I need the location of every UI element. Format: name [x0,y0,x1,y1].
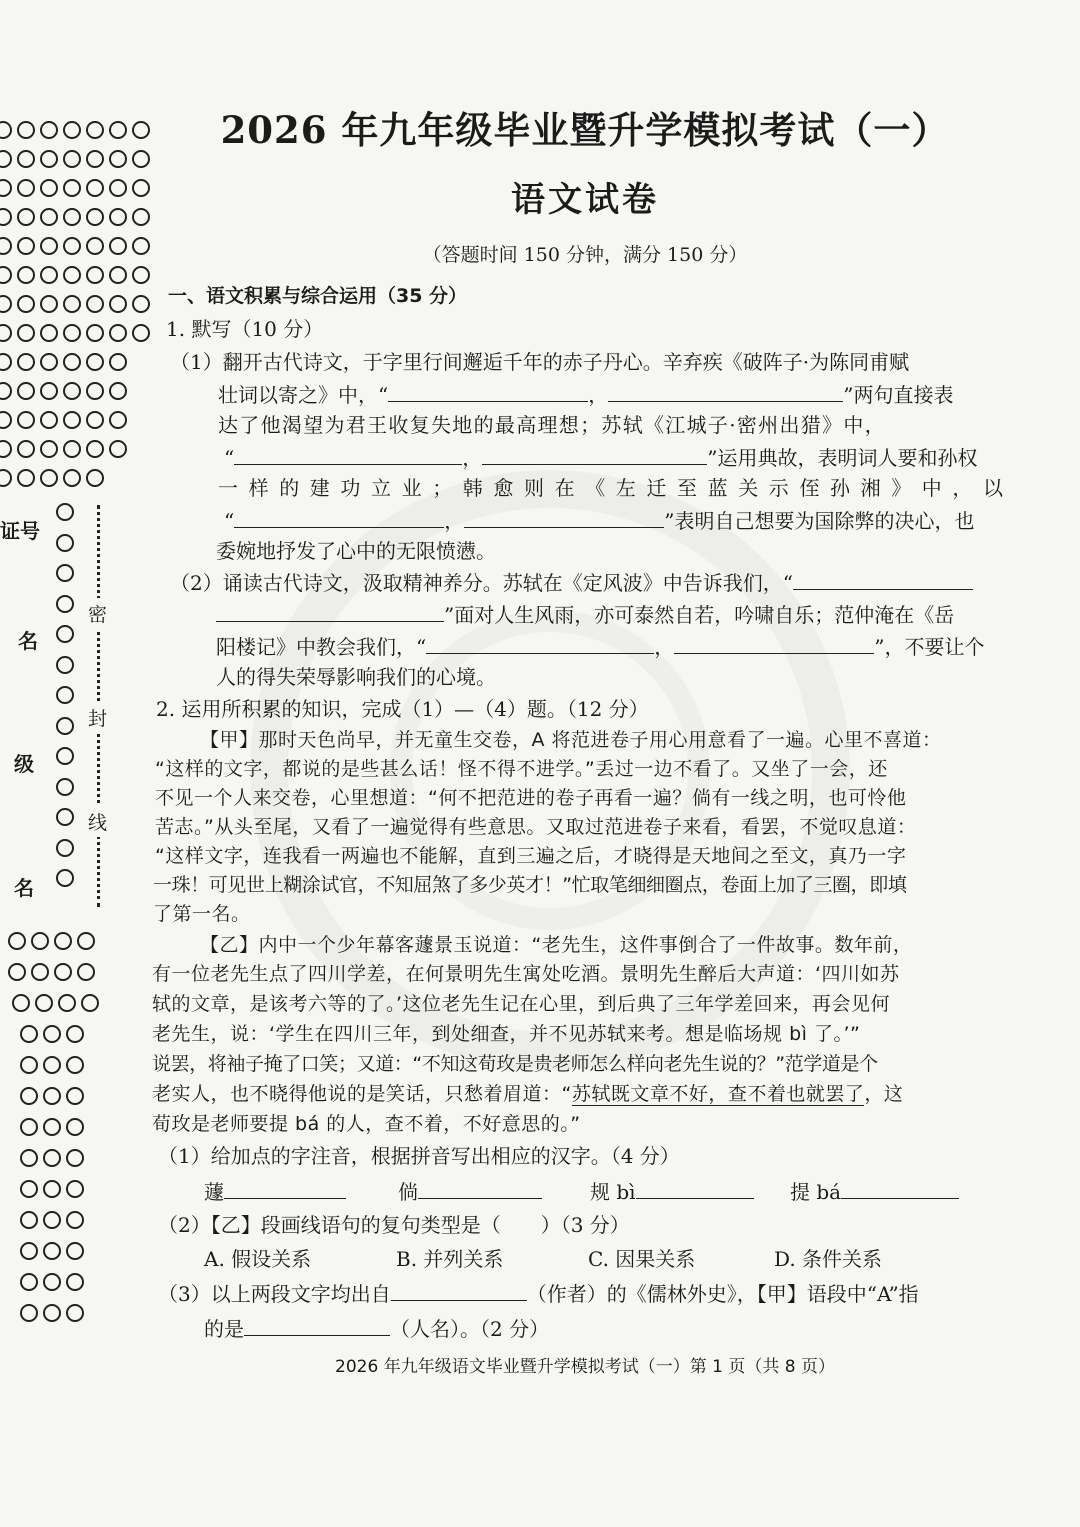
bubble[interactable] [43,1025,61,1043]
bubble[interactable] [63,179,81,197]
bubble[interactable] [17,208,35,226]
answer-blank[interactable] [418,1181,542,1199]
bubble[interactable] [132,324,150,342]
bubble-row [20,1118,84,1136]
bubble[interactable] [109,179,127,197]
item-label: 蘧 [204,1180,224,1204]
text-segment: （2）诵读古代诗文，汲取精神养分。苏轼在《定风波》中告诉我们，“ [170,571,793,595]
bubble[interactable] [40,237,58,255]
bubble[interactable] [0,179,12,197]
bubble[interactable] [43,1211,61,1229]
bubble[interactable] [0,324,12,342]
passage-jia-line: “这样文字，连我看一两遍也不能解，直到三遍之后，才晓得是天地间之至文，真乃一字 [155,845,907,867]
bubble[interactable] [109,353,127,371]
bubble-row [20,1087,84,1105]
bubble[interactable] [17,179,35,197]
bubble[interactable] [86,179,104,197]
bubble[interactable] [109,382,127,400]
bubble[interactable] [63,208,81,226]
bubble[interactable] [86,266,104,284]
bubble-row [0,121,150,139]
bubble[interactable] [132,179,150,197]
bubble[interactable] [0,237,12,255]
bubble-row [0,295,150,313]
option-d[interactable]: D. 条件关系 [774,1247,883,1271]
bubble[interactable] [20,1211,38,1229]
bubble[interactable] [17,411,35,429]
bubble[interactable] [66,1273,84,1291]
bubble[interactable] [17,440,35,458]
bubble[interactable] [66,1056,84,1074]
q1-part1-line1: （1）翻开古代诗文，于字里行间邂逅千年的赤子丹心。辛弃疾《破阵子·为陈同甫赋 [170,350,910,374]
bubble[interactable] [56,717,74,735]
text-segment: 阳楼记》中教会我们，“ [216,635,427,659]
bubble-row [0,469,104,487]
passage-jia-line: 【甲】那时天色尚早，并无童生交卷，A 将范进卷子用心用意看了一遍。心里不喜道： [200,729,942,751]
bubble[interactable] [0,411,12,429]
bubble[interactable] [40,208,58,226]
option-a[interactable]: A. 假设关系 [204,1247,312,1271]
bubble-row [0,150,150,168]
bubble-row [0,237,150,255]
bubble[interactable] [40,121,58,139]
bubble[interactable] [17,353,35,371]
bubble[interactable] [40,411,58,429]
bubble[interactable] [56,503,74,521]
bubble[interactable] [63,121,81,139]
bubble[interactable] [86,295,104,313]
q1-part2-line4: 人的得失荣辱影响我们的心境。 [216,665,496,689]
answer-blank[interactable] [793,572,973,590]
answer-blank[interactable] [464,510,664,528]
q1-heading: 1. 默写（10 分） [166,317,324,341]
bubble[interactable] [0,382,12,400]
bubble[interactable] [20,1025,38,1043]
q2-sub1-item [398,1181,542,1202]
bubble[interactable] [43,1056,61,1074]
bubble[interactable] [0,208,12,226]
bubble[interactable] [40,353,58,371]
q1-part1-line5: 一样的建功立业；韩愈则在《左迁至蓝关示侄孙湘》中，以 [218,476,1014,500]
bubble-row [0,411,127,429]
answer-blank[interactable] [426,636,654,654]
bubble[interactable] [132,266,150,284]
bubble-row [20,1273,84,1291]
bubble[interactable] [66,1211,84,1229]
bubble[interactable] [63,237,81,255]
bubble[interactable] [63,411,81,429]
passage-jia-line: 一珠！可见世上糊涂试官，不知屈煞了多少英才！”忙取笔细细圈点，卷面上加了三圈，即填 [153,874,907,896]
bubble[interactable] [0,353,12,371]
text-segment: “ [224,509,235,533]
bubble-row [8,963,95,981]
q2-sub1-heading: （1）给加点的字注音，根据拼音写出相应的汉字。（4 分） [158,1144,680,1168]
text-segment: ， [654,635,675,659]
bubble[interactable] [86,121,104,139]
text-segment: （人名）。（2 分） [390,1317,550,1341]
bubble[interactable] [63,150,81,168]
bubble[interactable] [31,932,49,950]
answer-blank[interactable] [841,1181,959,1199]
q2-sub3-line1 [158,1283,919,1304]
bubble[interactable] [20,1087,38,1105]
bubble-row [20,1304,84,1322]
bubble-row [20,1180,84,1198]
bubble[interactable] [17,469,35,487]
answer-blank[interactable] [388,384,588,402]
bubble[interactable] [40,295,58,313]
bubble[interactable] [17,324,35,342]
bubble[interactable] [56,839,74,857]
text-segment: ”运用典故，表明词人要和孙权 [707,446,978,470]
bubble[interactable] [0,440,12,458]
bubble[interactable] [56,686,74,704]
q2-sub2-heading: （2）【乙】段画线语句的复句类型是（ ）（3 分） [158,1213,630,1237]
bubble-row [20,1149,84,1167]
bubble-row [12,994,99,1012]
text-segment: ，这 [864,1083,904,1105]
text-segment: ， [444,509,465,533]
bubble[interactable] [17,295,35,313]
bubble[interactable] [109,295,127,313]
answer-blank[interactable] [244,1318,390,1336]
label-cert-no: 证号 [0,519,40,543]
bubble[interactable] [109,266,127,284]
passage-yi-line: 【乙】内中一个少年幕客蘧景玉说道：“老先生，这件事倒合了一件故事。数年前， [200,934,913,956]
text-segment: ， [462,446,483,470]
q1-part1-line4 [224,447,977,468]
bubble[interactable] [56,778,74,796]
bubble[interactable] [86,237,104,255]
answer-blank[interactable] [636,1181,754,1199]
bubble[interactable] [20,1273,38,1291]
bubble[interactable] [56,595,74,613]
bubble[interactable] [66,1149,84,1167]
bubble[interactable] [132,237,150,255]
bubble[interactable] [43,1242,61,1260]
text-segment: 壮词以寄之》中，“ [218,383,389,407]
seal-char-mi: 密 [88,598,107,629]
passage-yi-line: 老先生，说：‘学生在四川三年，到处细查，并不见苏轼来考。想是临场规 bì 了。’” [152,1023,861,1045]
bubble[interactable] [56,747,74,765]
bubble[interactable] [43,1149,61,1167]
bubble[interactable] [109,150,127,168]
bubble[interactable] [86,150,104,168]
bubble[interactable] [56,869,74,887]
bubble[interactable] [0,469,12,487]
passage-yi-line: 有一位老先生点了四川学差，在何景明先生寓处吃酒。景明先生醉后大声道：‘四川如苏 [152,963,900,985]
q1-part1-line6 [224,510,974,531]
seal-char-feng: 封 [88,702,107,733]
bubble[interactable] [56,625,74,643]
q2-sub1-item [590,1181,754,1202]
passage-yi-line: 轼的文章，是该考六等的了。’这位老先生记在心里，到后典了三年学差回来，再会见何 [152,993,891,1015]
bubble[interactable] [40,382,58,400]
bubble[interactable] [81,994,99,1012]
bubble[interactable] [0,121,12,139]
bubble-row [0,353,127,371]
bubble[interactable] [56,808,74,826]
bubble[interactable] [63,353,81,371]
text-segment: ， [588,383,609,407]
bubble[interactable] [109,237,127,255]
bubble[interactable] [17,382,35,400]
answer-blank[interactable] [234,447,462,465]
text-segment: ”两句直接表 [843,383,954,407]
exam-time-note: （答题时间 150 分钟，满分 150 分） [422,244,748,266]
bubble[interactable] [86,411,104,429]
bubble[interactable] [86,440,104,458]
bubble-row [0,179,150,197]
bubble[interactable] [56,656,74,674]
bubble[interactable] [35,994,53,1012]
bubble[interactable] [63,440,81,458]
bubble[interactable] [40,179,58,197]
bubble[interactable] [17,237,35,255]
bubble-row [20,1211,84,1229]
bubble[interactable] [17,150,35,168]
label-name-2: 名 [14,876,34,900]
bubble[interactable] [63,295,81,313]
answer-blank[interactable] [224,1181,346,1199]
passage-yi-line: 荀玫是老师要提 bá 的人，查不着，不好意思的。” [152,1113,581,1135]
bubble[interactable] [43,1304,61,1322]
bubble[interactable] [0,295,12,313]
bubble[interactable] [43,1118,61,1136]
passage-jia-line: “这样的文字，都说的是些甚么话！怪不得不进学。”丢过一边不看了。又坐了一会，还 [155,758,888,780]
answer-blank[interactable] [391,1283,527,1301]
page-footer: 2026 年九年级语文毕业暨升学模拟考试（一）第 1 页（共 8 页） [335,1357,835,1377]
text-segment: 的是 [204,1317,244,1341]
q2-heading: 2. 运用所积累的知识，完成（1）—（4）题。（12 分） [156,697,649,721]
bubble[interactable] [40,469,58,487]
q2-sub3-line2 [204,1318,549,1339]
bubble[interactable] [56,534,74,552]
bubble[interactable] [12,994,30,1012]
bubble[interactable] [20,1118,38,1136]
bubble[interactable] [0,266,12,284]
bubble-row [8,932,95,950]
bubble[interactable] [40,324,58,342]
bubble[interactable] [17,266,35,284]
bubble[interactable] [20,1180,38,1198]
bubble[interactable] [20,1242,38,1260]
q1-part2-line3 [216,636,984,657]
passage-yi-line: 说罢，将袖子掩了口笑；又道：“不知这荀玫是贵老师怎么样向老先生说的？”范学道是个 [152,1053,878,1075]
section1-heading: 一、语文积累与综合运用（35 分） [168,285,468,307]
label-name: 名 [18,629,38,653]
bubble[interactable] [17,121,35,139]
bubble[interactable] [20,1056,38,1074]
bubble[interactable] [132,295,150,313]
bubble[interactable] [132,208,150,226]
q1-part2-line1 [170,572,973,593]
bubble[interactable] [86,208,104,226]
passage-jia-line: 了第一名。 [153,903,251,925]
bubble[interactable] [43,1180,61,1198]
text-segment: 老实人，也不晓得他说的是笑话，只愁着眉道：“ [152,1083,572,1105]
bubble[interactable] [0,150,12,168]
bubble-row [20,1056,84,1074]
passage-jia-line: 不见一个人来交卷，心里想道：“何不把范进的卷子再看一遍？倘有一线之明，也可怜他 [155,787,907,809]
bubble[interactable] [8,963,26,981]
bubble[interactable] [20,1304,38,1322]
bubble-row [20,1242,84,1260]
q1-part1-line2 [218,384,953,405]
bubble[interactable] [66,1025,84,1043]
bubble[interactable] [63,324,81,342]
bubble[interactable] [66,1304,84,1322]
q1-part2-line2 [216,604,954,625]
q2-sub1-item [790,1181,959,1202]
bubble[interactable] [86,382,104,400]
option-c[interactable]: C. 因果关系 [588,1247,696,1271]
underlined-sentence: 苏轼既文章不好，查不着也就罢了 [571,1083,865,1105]
q1-part1-line7: 委婉地抒发了心中的无限愤懑。 [216,539,496,563]
bubble[interactable] [8,932,26,950]
bubble[interactable] [66,1118,84,1136]
bubble-row [20,1025,84,1043]
bubble-row [0,382,127,400]
answer-blank[interactable] [674,636,874,654]
bubble[interactable] [109,440,127,458]
bubble[interactable] [132,150,150,168]
bubble[interactable] [66,1242,84,1260]
bubble[interactable] [63,382,81,400]
bubble[interactable] [43,1087,61,1105]
bubble-row [0,440,127,458]
bubble[interactable] [109,411,127,429]
bubble-row [0,324,150,342]
option-b[interactable]: B. 并列关系 [396,1247,504,1271]
passage-yi-line [152,1085,903,1104]
bubble[interactable] [63,266,81,284]
bubble[interactable] [20,1149,38,1167]
bubble[interactable] [109,324,127,342]
bubble[interactable] [86,469,104,487]
label-grade: 级 [14,752,34,776]
bubble[interactable] [109,208,127,226]
bubble[interactable] [43,1273,61,1291]
bubble[interactable] [63,469,81,487]
item-label: 倘 [398,1180,418,1204]
bubble-column [56,503,74,887]
bubble[interactable] [66,1180,84,1198]
answer-blank[interactable] [234,510,444,528]
text-segment: “ [224,446,235,470]
exam-subtitle: 语文试卷 [511,180,659,220]
item-label: 提 bá [790,1180,842,1204]
q2-sub1-item [204,1181,346,1202]
text-segment: （作者）的《儒林外史》，【甲】语段中“A”指 [526,1282,919,1306]
q1-part1-line3: 达了他渴望为君王收复失地的最高理想；苏轼《江城子·密州出猎》中， [218,413,886,437]
answer-blank[interactable] [216,604,444,622]
seal-char-xian: 线 [88,806,107,837]
bubble[interactable] [54,932,72,950]
bubble[interactable] [40,150,58,168]
bubble[interactable] [77,932,95,950]
bubble-row [0,208,150,226]
bubble[interactable] [132,121,150,139]
bubble[interactable] [40,440,58,458]
answer-blank[interactable] [608,384,843,402]
bubble-row [0,266,150,284]
bubble[interactable] [86,324,104,342]
exam-title: 2026 年九年级毕业暨升学模拟考试（一） [220,108,950,152]
bubble[interactable] [31,963,49,981]
bubble[interactable] [58,994,76,1012]
text-segment: ”，不要让个 [874,635,985,659]
bubble[interactable] [109,121,127,139]
bubble[interactable] [77,963,95,981]
text-segment: ”面对人生风雨，亦可泰然自若，吟啸自乐；范仲淹在《岳 [444,603,955,627]
bubble[interactable] [40,266,58,284]
item-label: 规 bì [590,1180,636,1204]
bubble[interactable] [66,1087,84,1105]
bubble[interactable] [86,353,104,371]
text-segment: ”表明自己想要为国除弊的决心，也 [664,509,975,533]
bubble[interactable] [54,963,72,981]
passage-jia-line: 苦志。”从头至尾，又看了一遍觉得有些意思。又取过范进卷子来看，看罢，不觉叹息道： [155,816,917,838]
text-segment: （3）以上两段文字均出自 [158,1282,391,1306]
bubble[interactable] [56,564,74,582]
answer-blank[interactable] [482,447,707,465]
